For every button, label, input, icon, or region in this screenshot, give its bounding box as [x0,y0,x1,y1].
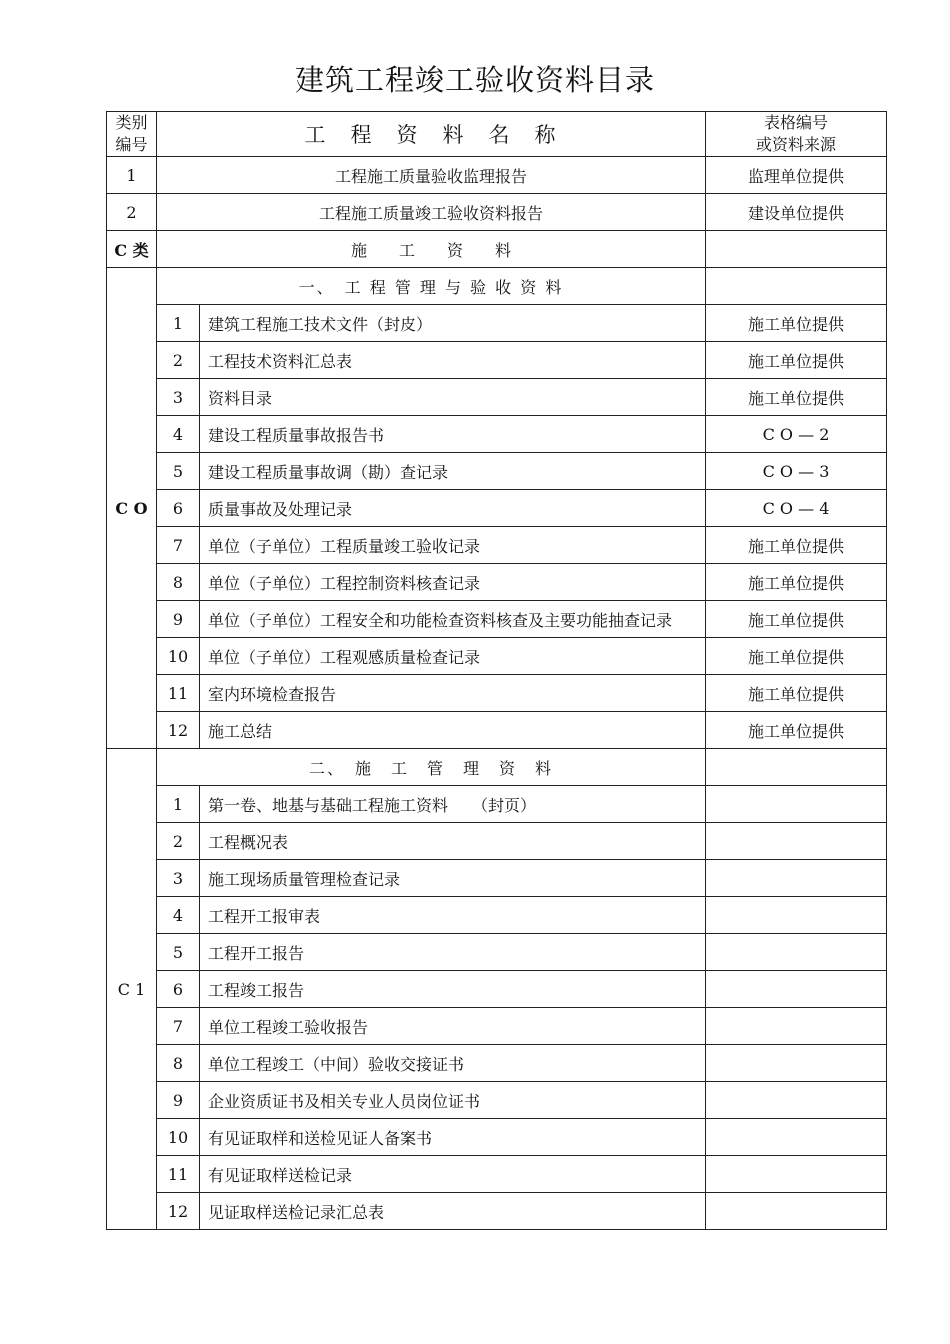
c-class-source [706,231,887,268]
item-source: 施工单位提供 [706,564,887,601]
item-row [107,1193,887,1230]
item-source: C O — 2 [706,416,887,453]
item-name: 单位（子单位）工程观感质量检查记录 [200,638,706,675]
top-row-name: 工程施工质量验收监理报告 [157,157,706,194]
item-name: 单位工程竣工验收报告 [200,1008,706,1045]
header-category-cell [107,112,157,157]
item-row [107,675,887,712]
top-row-name: 工程施工质量竣工验收资料报告 [157,194,706,231]
item-row [107,342,887,379]
item-source: 施工单位提供 [706,675,887,712]
item-source [706,934,887,971]
item-source: C O — 4 [706,490,887,527]
header-category-line1: 类别 [115,113,148,132]
item-number: 3 [157,379,200,416]
item-name: 施工总结 [200,712,706,749]
item-number: 4 [157,897,200,934]
item-name: 单位工程竣工（中间）验收交接证书 [200,1045,706,1082]
catalog-table [106,111,887,1230]
item-row [107,971,887,1008]
item-number: 1 [157,786,200,823]
item-row [107,490,887,527]
item-row [107,1045,887,1082]
item-name: 有见证取样和送检见证人备案书 [200,1119,706,1156]
item-source [706,786,887,823]
item-name: 建筑工程施工技术文件（封皮） [200,305,706,342]
section-title-row [107,749,887,786]
c-class-name: 施 工 资 料 [157,231,706,268]
item-number: 11 [157,1156,200,1193]
item-name: 工程竣工报告 [200,971,706,1008]
item-number: 7 [157,527,200,564]
item-source: 施工单位提供 [706,379,887,416]
item-row [107,601,887,638]
item-name: 资料目录 [200,379,706,416]
item-number: 4 [157,416,200,453]
item-row [107,1082,887,1119]
item-number: 10 [157,638,200,675]
document-title: 建筑工程竣工验收资料目录 [294,63,655,97]
item-source [706,1082,887,1119]
item-number: 6 [157,971,200,1008]
header-source-line1: 表格编号 [763,113,828,132]
item-name: 室内环境检查报告 [200,675,706,712]
item-row [107,416,887,453]
item-source: 施工单位提供 [706,601,887,638]
item-name: 建设工程质量事故报告书 [200,416,706,453]
item-number: 8 [157,1045,200,1082]
item-number: 1 [157,305,200,342]
item-row [107,1156,887,1193]
item-source [706,823,887,860]
item-source [706,1045,887,1082]
item-name: 单位（子单位）工程控制资料核查记录 [200,564,706,601]
top-row [107,157,887,194]
catalog-body [107,112,887,1230]
top-row-no: 2 [107,194,157,231]
item-number: 3 [157,860,200,897]
item-number: 9 [157,1082,200,1119]
item-name: 单位（子单位）工程安全和功能检查资料核查及主要功能抽查记录 [200,601,706,638]
item-source [706,1119,887,1156]
item-row [107,786,887,823]
item-number: 10 [157,1119,200,1156]
header-row [107,112,887,157]
item-source: 施工单位提供 [706,712,887,749]
item-number: 2 [157,342,200,379]
item-name: 工程开工报审表 [200,897,706,934]
item-name: 工程开工报告 [200,934,706,971]
item-name: 有见证取样送检记录 [200,1156,706,1193]
item-row [107,638,887,675]
item-row [107,860,887,897]
item-row [107,897,887,934]
section-title-source [706,749,887,786]
header-category-line2: 编号 [115,135,148,154]
top-row-no: 1 [107,157,157,194]
item-number: 12 [157,712,200,749]
item-source: 施工单位提供 [706,638,887,675]
section-title-source [706,268,887,305]
item-row [107,712,887,749]
top-row-source: 监理单位提供 [706,157,887,194]
item-name: 见证取样送检记录汇总表 [200,1193,706,1230]
item-source [706,971,887,1008]
item-name: 工程概况表 [200,823,706,860]
item-row [107,1119,887,1156]
item-number: 11 [157,675,200,712]
section-category: C 1 [107,749,157,1230]
item-row [107,527,887,564]
item-name: 第一卷、地基与基础工程施工资料 （封页） [200,786,706,823]
item-row [107,934,887,971]
item-row [107,823,887,860]
header-name-cell: 工 程 资 料 名 称 [157,112,706,157]
item-number: 2 [157,823,200,860]
item-source [706,1008,887,1045]
item-row [107,305,887,342]
top-row [107,194,887,231]
item-source [706,897,887,934]
top-row-source: 建设单位提供 [706,194,887,231]
item-row [107,453,887,490]
item-number: 9 [157,601,200,638]
item-number: 7 [157,1008,200,1045]
item-name: 单位（子单位）工程质量竣工验收记录 [200,527,706,564]
item-number: 6 [157,490,200,527]
c-class-label: C 类 [107,231,157,268]
item-name: 建设工程质量事故调（勘）查记录 [200,453,706,490]
item-source [706,1156,887,1193]
item-name: 质量事故及处理记录 [200,490,706,527]
section-title: 一、 工 程 管 理 与 验 收 资 料 [157,268,706,305]
item-row [107,1008,887,1045]
header-source-cell [706,112,887,157]
item-number: 12 [157,1193,200,1230]
item-row [107,564,887,601]
item-source: 施工单位提供 [706,527,887,564]
item-name: 施工现场质量管理检查记录 [200,860,706,897]
item-source: C O — 3 [706,453,887,490]
item-source: 施工单位提供 [706,305,887,342]
header-source-line2: 或资料来源 [755,135,836,154]
item-number: 8 [157,564,200,601]
item-number: 5 [157,453,200,490]
item-source [706,1193,887,1230]
item-name: 企业资质证书及相关专业人员岗位证书 [200,1082,706,1119]
item-number: 5 [157,934,200,971]
item-source [706,860,887,897]
section-title: 二、 施 工 管 理 资 料 [157,749,706,786]
section-title-row [107,268,887,305]
c-class-row [107,231,887,268]
item-source: 施工单位提供 [706,342,887,379]
item-row [107,379,887,416]
item-name: 工程技术资料汇总表 [200,342,706,379]
section-category: C O [107,268,157,749]
